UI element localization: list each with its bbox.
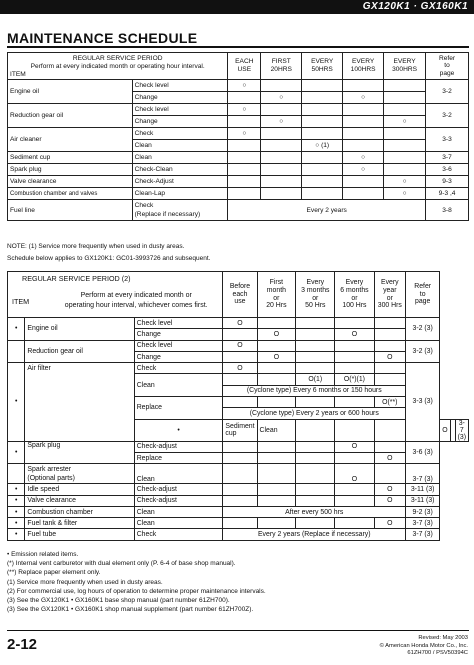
ref-page: 3-7	[426, 152, 469, 164]
mark: O	[374, 351, 406, 362]
ref-page: 3-2	[426, 80, 469, 104]
emission-bullet: •	[134, 419, 223, 441]
emission-bullet: •	[8, 441, 25, 464]
maintenance-table-2	[7, 271, 469, 541]
item-sediment-cup: Sediment cup	[223, 419, 257, 441]
col-first-20: FIRST 20HRS	[261, 53, 302, 80]
title-rule	[7, 46, 469, 48]
mark: O(1)	[296, 374, 335, 385]
period-sub: Perform at every indicated month or operating hour interval, whichever comes first.	[64, 292, 208, 309]
emission-bullet: •	[8, 506, 25, 517]
note-item: • Emission related items.	[7, 551, 79, 558]
item-engine-oil: Engine oil	[8, 80, 133, 104]
col-first-month: First month or 20 Hrs	[257, 272, 296, 318]
span-every-2-years: Every 2 years	[228, 200, 426, 221]
action-change: Change	[134, 351, 223, 362]
emission-bullet: •	[8, 318, 25, 341]
mark: O	[257, 329, 296, 340]
ref-page: 3-7 (3)	[406, 529, 440, 540]
action-check-level: Check level	[134, 318, 223, 329]
action-clean: Clean	[134, 506, 223, 517]
mark: ○ (1)	[302, 140, 343, 152]
note-item: (2) For commercial use, log hours of operation to determine proper maintenance intervals.	[7, 587, 266, 595]
mark: ○	[228, 80, 261, 92]
footer-info	[380, 635, 468, 658]
item-engine-oil: Engine oil	[25, 318, 134, 341]
action-check-clean: Check-Clean	[132, 164, 228, 176]
emission-bullet: •	[8, 529, 25, 540]
mark: O	[374, 518, 406, 529]
doc-code: 61ZH700 / PSV50394C	[407, 650, 468, 657]
col-every-50: EVERY 50HRS	[302, 53, 343, 80]
mark: O	[335, 464, 374, 484]
action-clean-lap: Clean-Lap	[132, 188, 228, 200]
action-check-level: Check level	[132, 104, 228, 116]
col-before-use: Before each use	[223, 272, 257, 318]
mark: ○	[343, 164, 384, 176]
action-check: Check	[132, 128, 228, 140]
item-fuel-line: Fuel line	[8, 200, 133, 221]
mark: O	[223, 363, 257, 374]
item-valve-clearance: Valve clearance	[8, 176, 133, 188]
action-clean: Clean	[134, 374, 223, 397]
col-each-use: EACH USE	[228, 53, 261, 80]
emission-bullet: •	[8, 518, 25, 529]
mark: ○	[384, 116, 426, 128]
action-check: Check	[134, 529, 223, 540]
span-every-500: After every 500 hrs	[223, 506, 406, 517]
col-3-months: Every 3 months or 50 Hrs	[296, 272, 335, 318]
emission-bullet: •	[8, 363, 25, 441]
ref-page: 3-3	[426, 128, 469, 152]
note-item: (*) Internal vent carburetor with dual element only (P. 6-4 of base shop manual).	[7, 560, 236, 568]
item-idle-speed: Idle speed	[25, 484, 134, 495]
item-valve-clearance: Valve clearance	[25, 495, 134, 506]
action-check: Check	[134, 363, 223, 374]
mark: ○	[228, 104, 261, 116]
item-air-filter: Air filter	[25, 363, 134, 441]
copyright: © American Honda Motor Co., Inc.	[379, 642, 468, 649]
emission-bullet: •	[8, 495, 25, 506]
action-check-replace: Check (Replace if necessary)	[132, 200, 228, 221]
action-check-level: Check level	[132, 80, 228, 92]
mark: ○	[384, 188, 426, 200]
action-replace: Replace	[134, 397, 223, 420]
ref-page: 3-6	[426, 164, 469, 176]
emission-bullet: •	[8, 484, 25, 495]
item-combustion-chamber: Combustion chamber and valves	[8, 188, 133, 200]
model-label: GX120K1 · GX160K1	[362, 1, 468, 12]
col-every-300: EVERY 300HRS	[384, 53, 426, 80]
ref-page: 3-2	[426, 104, 469, 128]
ref-page: 3-2 (3)	[406, 318, 440, 341]
action-change: Change	[134, 329, 223, 340]
mark: O	[223, 340, 257, 351]
mark: O	[374, 495, 406, 506]
action-change: Change	[132, 116, 228, 128]
item-air-cleaner: Air cleaner	[8, 128, 133, 152]
ref-page: 9-3 ,4	[426, 188, 469, 200]
item-sediment-cup: Sediment cup	[8, 152, 133, 164]
item-combustion-chamber: Combustion chamber	[25, 506, 134, 517]
item-reduction-gear-oil: Reduction gear oil	[8, 104, 133, 128]
mark: ○	[384, 176, 426, 188]
action-check-adjust: Check-adjust	[134, 495, 223, 506]
action-clean: Clean	[134, 518, 223, 529]
ref-page: 3-11 (3)	[406, 484, 440, 495]
action-replace: Replace	[134, 452, 223, 463]
period-sub-header	[8, 285, 223, 318]
notes-list	[7, 550, 266, 614]
action-clean: Clean	[134, 464, 223, 484]
col-every-100: EVERY 100HRS	[343, 53, 384, 80]
ref-page: 3-3 (3)	[406, 363, 440, 441]
mark: O	[335, 329, 374, 340]
col-6-months: Every 6 months or 100 Hrs	[335, 272, 374, 318]
ref-page: 3-7 (3)	[455, 419, 468, 441]
note-item: (**) Replace paper element only.	[7, 569, 101, 577]
ref-page: 3-7 (3)	[406, 464, 440, 484]
mark: ○	[343, 152, 384, 164]
period-header	[8, 53, 228, 80]
item-spark-plug: Spark plug	[25, 441, 134, 464]
mark: ○	[261, 116, 302, 128]
mark: O	[374, 452, 406, 463]
span-cyclone-2-years: (Cyclone type) Every 2 years or 600 hours	[223, 408, 406, 419]
action-check-adjust: Check-adjust	[134, 441, 223, 452]
mark: O	[335, 441, 374, 452]
item-reduction-gear-oil: Reduction gear oil	[25, 340, 134, 363]
note-item: (1) Service more frequently when used in dusty areas.	[7, 578, 163, 586]
mark: ○	[228, 128, 261, 140]
footer-rule	[7, 630, 469, 631]
col-refer: Refer to page	[406, 272, 440, 318]
col-refer: Refer to page	[426, 53, 469, 80]
mark: O	[223, 318, 257, 329]
ref-page: 9-2 (3)	[406, 506, 440, 517]
action-check-adjust: Check-adjust	[134, 484, 223, 495]
mark: O(*)(1)	[335, 374, 374, 385]
page-title: MAINTENANCE SCHEDULE	[7, 30, 198, 46]
ref-page: 9-3	[426, 176, 469, 188]
period-sub: Perform at every indicated month or operating hour interval.	[30, 62, 205, 70]
note-dusty: NOTE: (1) Service more frequently when used in dusty areas.	[7, 243, 185, 250]
action-clean: Clean	[132, 140, 228, 152]
ref-page: 3-7 (3)	[406, 518, 440, 529]
span-cyclone-6-months: (Cyclone type) Every 6 months or 150 hours	[223, 385, 406, 396]
ref-page: 3-11 (3)	[406, 495, 440, 506]
page-number: 2-12	[7, 636, 38, 653]
action-change: Change	[132, 92, 228, 104]
mark: ○	[261, 92, 302, 104]
revised-date: Revised: May 2003	[418, 635, 468, 641]
ref-page: 3-8	[426, 200, 469, 221]
item-fuel-tank-filter: Fuel tank & filter	[25, 518, 134, 529]
item-fuel-tube: Fuel tube	[25, 529, 134, 540]
action-clean: Clean	[257, 419, 296, 441]
item-spark-plug: Spark plug	[8, 164, 133, 176]
ref-page: 3-2 (3)	[406, 340, 440, 363]
mark: O	[257, 351, 296, 362]
action-clean: Clean	[132, 152, 228, 164]
period-label: REGULAR SERVICE PERIOD (2)	[8, 272, 223, 286]
action-check-adjust: Check-Adjust	[132, 176, 228, 188]
note-schedule: Schedule below applies to GX120K1: GC01-3993726 and subsequent.	[7, 255, 211, 262]
span-every-2-years: Every 2 years (Replace if necessary)	[223, 529, 406, 540]
mark: ○	[343, 92, 384, 104]
item-label: ITEM	[12, 296, 30, 306]
mark: O(**)	[374, 397, 406, 408]
mark: O	[440, 419, 450, 441]
maintenance-table-1	[7, 52, 469, 221]
item-label: ITEM	[10, 70, 26, 78]
period-label: REGULAR SERVICE PERIOD	[72, 54, 163, 62]
note-item: (3) See the GX120K1 • GX160K1 base shop manual (part number 61ZH700).	[7, 597, 230, 605]
item-spark-arrester: Spark arrester (Optional parts)	[25, 464, 134, 484]
mark: O	[374, 484, 406, 495]
ref-page: 3-6 (3)	[406, 441, 440, 464]
col-every-year: Every year or 300 Hrs	[374, 272, 406, 318]
header-bar	[0, 0, 474, 14]
action-check-level: Check level	[134, 340, 223, 351]
note-item: (3) See the GX120K1 • GX160K1 shop manual supplement (part number 61ZH700Z).	[7, 606, 254, 614]
